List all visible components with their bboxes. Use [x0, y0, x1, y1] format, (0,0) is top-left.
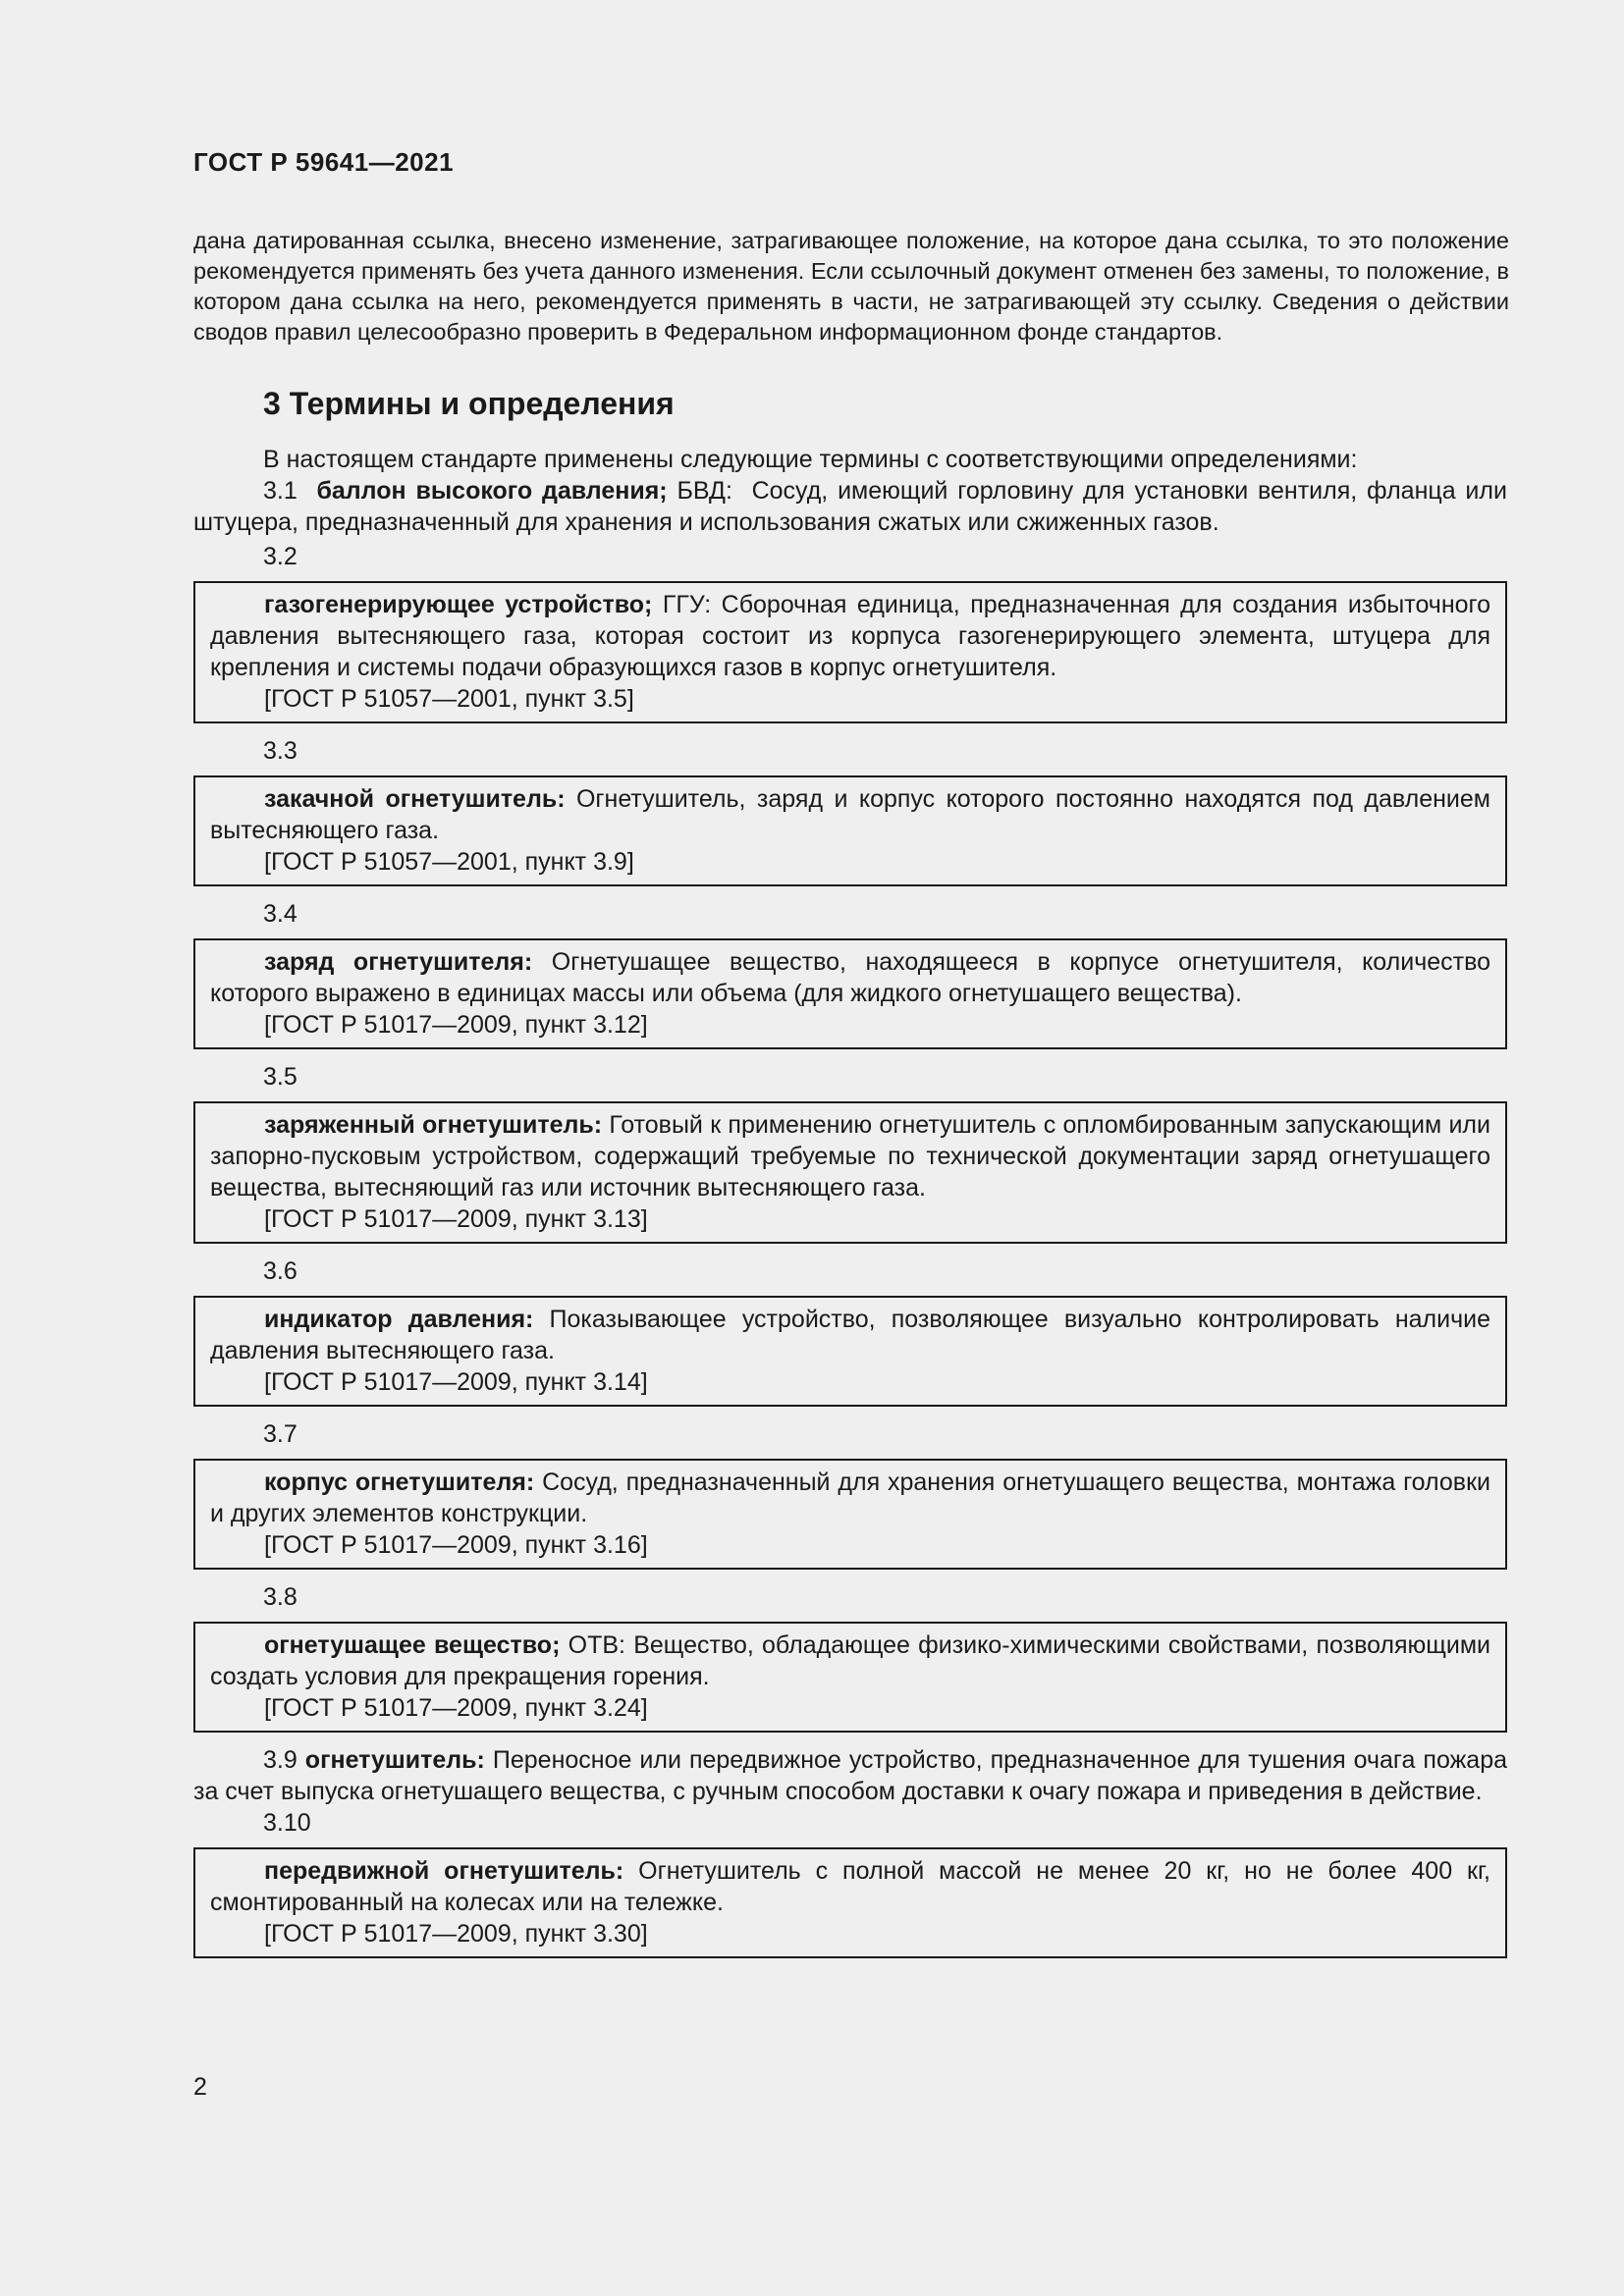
- term-3-1: [193, 475, 1507, 538]
- term-reference: [ГОСТ Р 51057—2001, пункт 3.5]: [264, 685, 634, 713]
- term-number: 3.7: [263, 1420, 298, 1448]
- term-box-3-3: [193, 775, 1507, 886]
- term-name: огнетушащее вещество;: [264, 1631, 561, 1659]
- intro-paragraph: дана датированная ссылка, внесено изменение, затрагивающее положение, на которое дана ссылка, то это положение рекомендуется применять без учета данного изменения. Если ссылочный документ отменен без замены, то положение, в котором дана ссылка на него, рекомендуется применять в части, не затрагивающей эту ссылку. Сведения о действии сводов правил целесообразно проверить в Федеральном информационном фонде стандартов.: [193, 228, 1509, 345]
- term-number: 3.2: [263, 543, 298, 570]
- term-definition: Готовый к применению огнетушитель с опломбированным запускающим или запорно-пусковым устройством, содержащий требуемые по технической документации заряд огнетушащего вещества, вытесняющий газ или источник вытесняющего газа.: [210, 1111, 1490, 1201]
- section-title: 3 Термины и определения: [263, 386, 675, 421]
- term-number: 3.5: [263, 1063, 298, 1091]
- term-number: 3.1: [263, 477, 298, 505]
- term-box-3-2: [193, 581, 1507, 723]
- term-reference: [ГОСТ Р 51017—2009, пункт 3.30]: [264, 1920, 648, 1948]
- term-definition: Огнетушитель с полной массой не менее 20 кг, но не более 400 кг, смонтированный на колесах или на тележке.: [210, 1857, 1490, 1916]
- term-number: 3.9: [263, 1746, 298, 1774]
- section-lead: В настоящем стандарте применены следующие термины с соответствующими определениями:: [263, 446, 1358, 473]
- term-name: газогенерирующее устройство;: [264, 591, 653, 618]
- term-number: 3.8: [263, 1583, 298, 1611]
- term-reference: [ГОСТ Р 51017—2009, пункт 3.16]: [264, 1531, 648, 1559]
- term-box-3-8: [193, 1622, 1507, 1733]
- term-definition: Огнетушащее вещество, находящееся в корпусе огнетушителя, количество которого выражено в единицах массы или объема (для жидкого огнетушащего вещества).: [210, 948, 1490, 1007]
- term-abbreviation: БВД:: [677, 477, 732, 505]
- term-reference: [ГОСТ Р 51017—2009, пункт 3.13]: [264, 1205, 648, 1233]
- page-number: 2: [193, 2073, 207, 2101]
- term-reference: [ГОСТ Р 51017—2009, пункт 3.24]: [264, 1694, 648, 1722]
- term-number: 3.10: [263, 1809, 311, 1837]
- term-name: заряженный огнетушитель:: [264, 1111, 603, 1139]
- term-name: индикатор давления:: [264, 1306, 534, 1333]
- term-definition: Сосуд, имеющий горловину для установки вентиля, фланца или штуцера, предназначенный для хранения и использования сжатых или сжиженных газов.: [193, 477, 1507, 536]
- term-box-3-10: [193, 1847, 1507, 1958]
- term-abbreviation: ГГУ:: [662, 591, 712, 618]
- term-definition: Сборочная единица, предназначенная для создания избыточного давления вытесняющего газа, которая состоит из корпуса газогенерирующего элемента, штуцера для крепления и системы подачи образующихся газов в корпус огнетушителя.: [210, 591, 1491, 681]
- term-name: закачной огнетушитель:: [264, 785, 566, 813]
- term-reference: [ГОСТ Р 51017—2009, пункт 3.14]: [264, 1368, 648, 1396]
- term-name: передвижной огнетушитель:: [264, 1857, 624, 1885]
- term-name: баллон высокого давления;: [316, 477, 668, 505]
- term-number: 3.6: [263, 1257, 298, 1285]
- term-reference: [ГОСТ Р 51057—2001, пункт 3.9]: [264, 848, 634, 876]
- term-definition: Вещество, обладающее физико-химическими свойствами, позволяющими создать условия для прекращения горения.: [210, 1631, 1490, 1690]
- terms-content: [193, 444, 1507, 1970]
- term-definition: Переносное или передвижное устройство, предназначенное для тушения очага пожара за счет выпуска огнетушащего вещества, с ручным способом доставки к очагу пожара и приведения в действие.: [193, 1746, 1508, 1805]
- term-box-3-6: [193, 1296, 1507, 1407]
- term-box-3-5: [193, 1101, 1507, 1244]
- term-definition: Показывающее устройство, позволяющее визуально контролировать наличие давления вытесняющего газа.: [210, 1306, 1490, 1364]
- term-definition: Сосуд, предназначенный для хранения огнетушащего вещества, монтажа головки и других элементов конструкции.: [210, 1468, 1490, 1527]
- term-box-3-4: [193, 938, 1507, 1049]
- document-header: ГОСТ Р 59641—2021: [193, 147, 455, 177]
- term-name: корпус огнетушителя:: [264, 1468, 535, 1496]
- term-number: 3.3: [263, 737, 298, 765]
- term-name: заряд огнетушителя:: [264, 948, 533, 976]
- term-reference: [ГОСТ Р 51017—2009, пункт 3.12]: [264, 1011, 648, 1039]
- term-box-3-7: [193, 1459, 1507, 1570]
- term-number: 3.4: [263, 900, 298, 928]
- term-definition: Огнетушитель, заряд и корпус которого постоянно находятся под давлением вытесняющего газа.: [210, 785, 1490, 844]
- term-abbreviation: ОТВ:: [568, 1631, 625, 1659]
- term-name: огнетушитель:: [304, 1746, 485, 1774]
- term-3-9: [193, 1744, 1507, 1807]
